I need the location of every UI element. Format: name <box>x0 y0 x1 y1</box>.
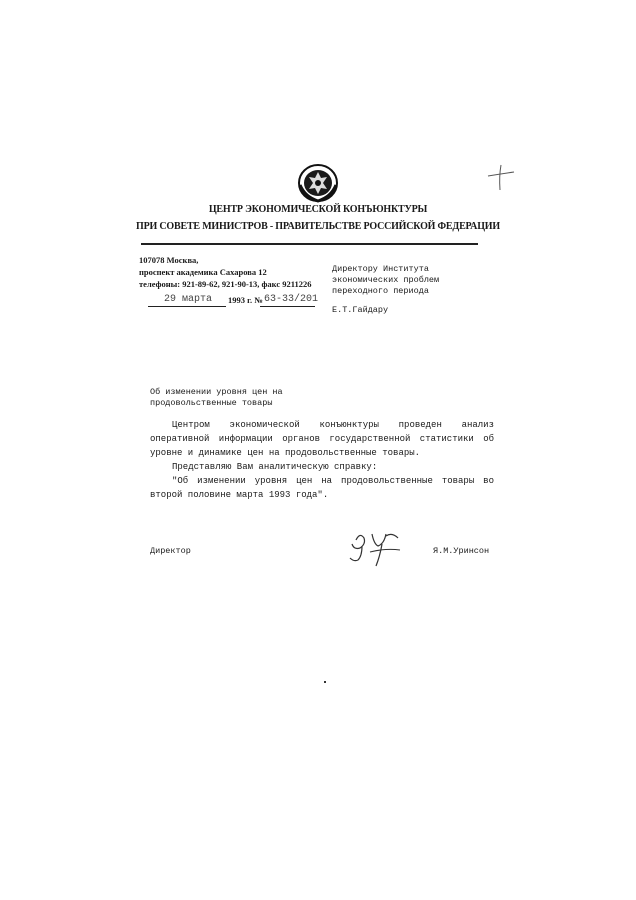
signer-name: Я.М.Уринсон <box>433 546 490 556</box>
scan-speck <box>324 681 326 683</box>
date-underline <box>148 306 226 307</box>
number-underline <box>260 306 315 307</box>
org-name-line1: ЦЕНТР ЭКОНОМИЧЕСКОЙ КОНЪЮНКТУРЫ <box>208 204 428 215</box>
handwritten-signature <box>342 526 406 570</box>
signer-title: Директор <box>150 546 191 556</box>
date-handwritten: 29 марта <box>164 294 213 305</box>
letterhead-divider <box>141 243 478 245</box>
body-p3-line1: "Об изменении уровня цен на продовольственные товары во <box>172 476 494 486</box>
body-p2: Представляю Вам аналитическую справку: <box>172 462 378 472</box>
org-name-line2: ПРИ СОВЕТЕ МИНИСТРОВ - ПРАВИТЕЛЬСТВЕ РОССИЙСКОЙ ФЕДЕРАЦИИ <box>136 221 500 232</box>
handwritten-plus-mark <box>484 162 518 192</box>
address-line2: проспект академика Сахарова 12 <box>139 267 267 277</box>
body-p1-line1: Центром экономической конъюнктуры проведен анализ <box>172 420 494 430</box>
phones-line: телефоны: 921-89-62, 921-90-13, факс 9211226 <box>139 279 312 289</box>
recipient-line1: Директору Института <box>332 264 429 274</box>
body-p1-line3: уровне и динамике цен на продовольственные товары. <box>150 448 421 458</box>
body-p3-line2: второй половине марта 1993 года". <box>150 490 329 500</box>
recipient-line2: экономических проблем <box>332 275 440 285</box>
year-number-label: 1993 г. № <box>228 295 263 305</box>
subject-line1: Об изменении уровня цен на <box>150 387 283 397</box>
recipient-line3: переходного периода <box>332 286 429 296</box>
address-line1: 107078 Москва, <box>139 255 199 265</box>
recipient-name: Е.Т.Гайдару <box>332 305 389 315</box>
state-emblem <box>297 163 339 203</box>
subject-line2: продовольственные товары <box>150 398 273 408</box>
body-p1-line2: оперативной информации органов государственной статистики об <box>150 434 494 444</box>
number-handwritten: 63-33/201 <box>264 294 319 305</box>
